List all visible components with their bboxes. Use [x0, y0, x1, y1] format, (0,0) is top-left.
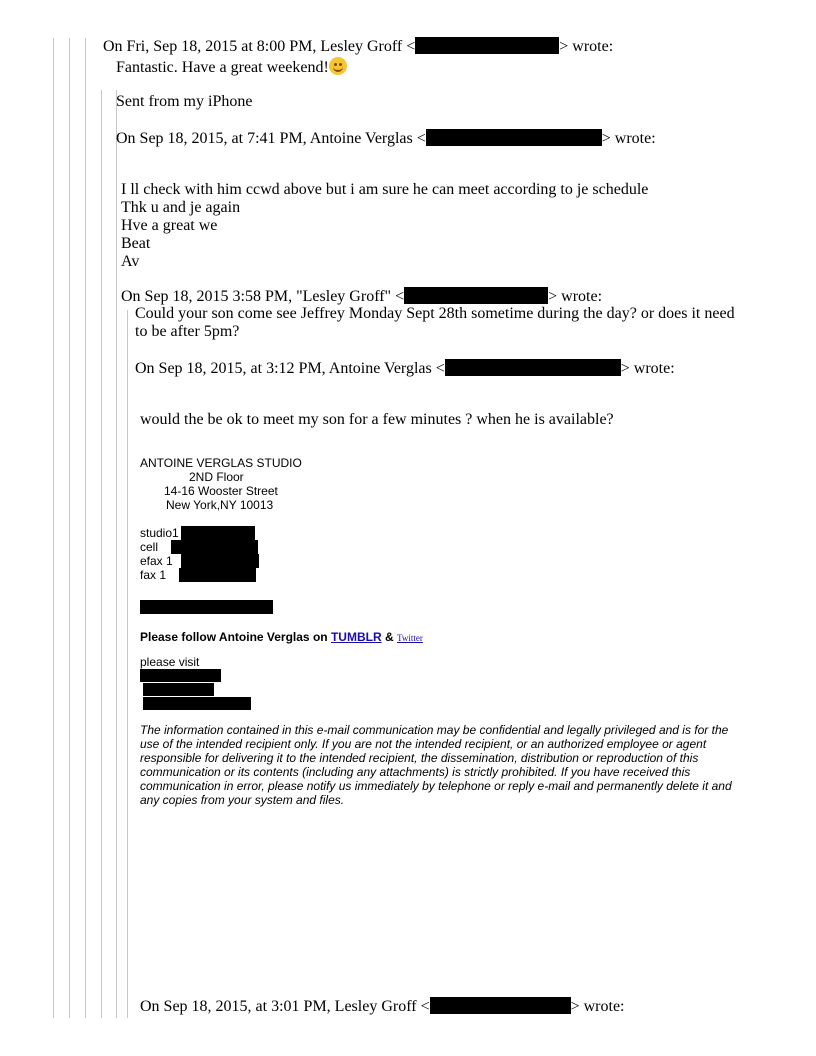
email-header — [121, 287, 602, 306]
quote-line — [101, 90, 102, 1018]
email-body-line — [116, 57, 347, 77]
redacted-email — [404, 287, 548, 304]
header-suffix: > wrote: — [559, 38, 614, 55]
tumblr-link[interactable]: TUMBLR — [330, 630, 382, 644]
quote-line — [127, 310, 128, 1018]
twitter-link[interactable]: Twitter — [396, 633, 423, 643]
header-prefix: On Fri, Sep 18, 2015 at 8:00 PM, Lesley Groff < — [103, 38, 416, 55]
efax-label: efax 1 — [140, 554, 173, 568]
redacted-phone — [181, 526, 255, 540]
header-prefix: On Sep 18, 2015, at 3:01 PM, Lesley Groff < — [140, 998, 430, 1015]
email-body-line: would the be ok to meet my son for a few minutes ? when he is available? — [140, 411, 614, 428]
header-suffix: > wrote: — [620, 360, 675, 377]
redacted-phone — [171, 540, 258, 554]
quote-line — [116, 90, 117, 1018]
email-header — [116, 129, 656, 148]
quote-line — [85, 38, 86, 1018]
quote-line — [53, 38, 54, 1018]
redacted-email — [140, 600, 273, 614]
email-body-line: Thk u and je again — [121, 199, 241, 216]
redacted-email — [415, 37, 559, 54]
header-prefix: On Sep 18, 2015 3:58 PM, "Lesley Groff" < — [121, 288, 405, 305]
header-prefix: On Sep 18, 2015, at 3:12 PM, Antoine Verglas < — [135, 360, 445, 377]
email-header — [140, 997, 625, 1016]
studio-phone-label: studio1 — [140, 526, 179, 540]
email-body-line: I ll check with him ccwd above but i am sure he can meet according to je schedule — [121, 181, 649, 198]
studio-street: 14-16 Wooster Street — [164, 484, 278, 498]
email-body-line: to be after 5pm? — [135, 323, 240, 340]
header-suffix: > wrote: — [601, 130, 656, 147]
email-header — [103, 37, 613, 56]
smiling-face-icon — [329, 57, 347, 75]
studio-name: ANTOINE VERGLAS STUDIO — [140, 456, 302, 470]
redacted-email — [430, 997, 571, 1014]
redacted-link — [140, 669, 221, 682]
cell-phone-label: cell — [140, 540, 159, 554]
email-body-line: Av — [121, 253, 140, 270]
email-body-line: Beat — [121, 235, 151, 252]
email-body-line: Hve a great we — [121, 217, 218, 234]
redacted-link — [143, 697, 251, 710]
redacted-phone — [181, 554, 259, 568]
header-prefix: On Sep 18, 2015, at 7:41 PM, Antoine Verglas < — [116, 130, 426, 147]
quote-line — [69, 38, 70, 1018]
email-header — [135, 359, 675, 378]
redacted-link — [143, 683, 214, 696]
redacted-email — [445, 359, 621, 376]
studio-floor: 2ND Floor — [189, 470, 244, 484]
redacted-email — [426, 129, 602, 146]
email-body-line: Could your son come see Jeffrey Monday Sept 28th sometime during the day? or does it need — [135, 305, 735, 322]
ampersand: & — [384, 630, 394, 644]
please-visit-label: please visit — [140, 655, 200, 669]
body-text: Fantastic. Have a great weekend! — [116, 59, 329, 76]
email-signature: Sent from my iPhone — [116, 93, 253, 110]
header-suffix: > wrote: — [570, 998, 625, 1015]
confidentiality-disclaimer: The information contained in this e-mail communication may be confidential and legally privileged and is for the use of the intended recipient only. If you are not the intended recipient, or an authorized employee or agent responsible for delivering it to the intended recipient, the dissemination, distribution or reproduction of this communication or its contents (including any attachments) is strictly prohibited. If you have received this communication in error, please notify us immediately by telephone or reply e-mail and permanently delete it and any copies from your system and files. — [140, 723, 732, 807]
header-suffix: > wrote: — [548, 288, 603, 305]
fax-label: fax 1 — [140, 568, 167, 582]
studio-city: New York,NY 10013 — [166, 498, 274, 512]
follow-line — [140, 630, 423, 645]
redacted-phone — [179, 568, 256, 582]
follow-text: Please follow Antoine Verglas on — [140, 630, 328, 644]
